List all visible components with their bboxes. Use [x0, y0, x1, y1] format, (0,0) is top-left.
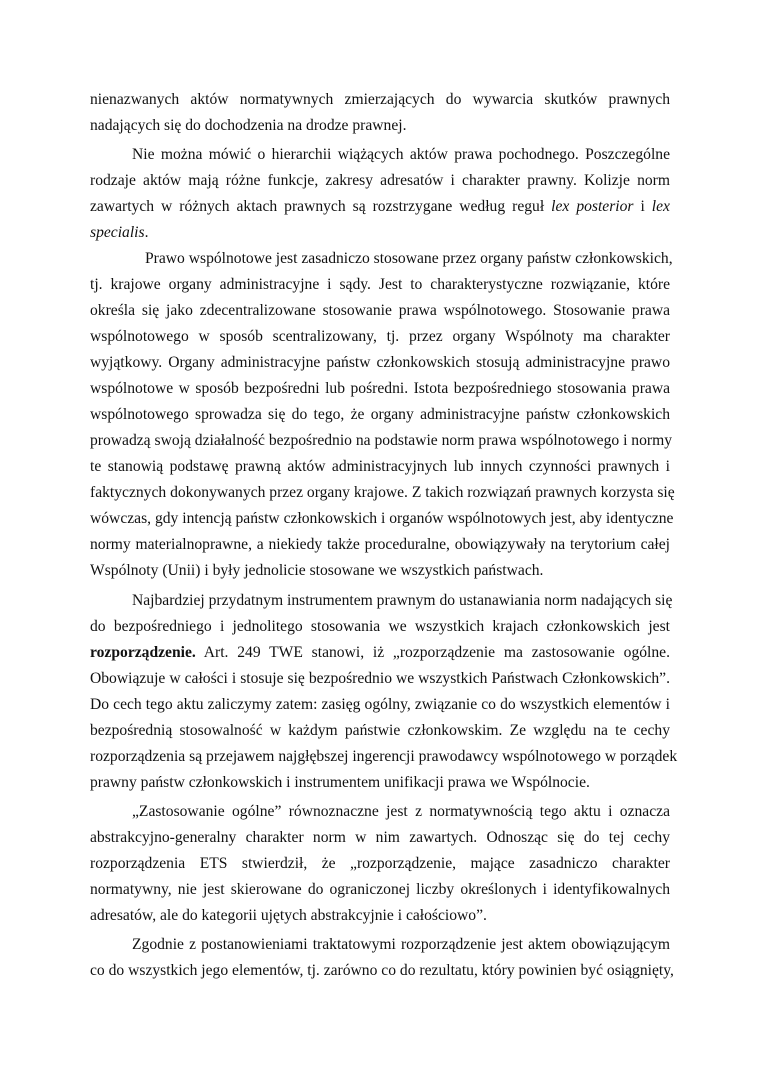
text-line — [145, 250, 673, 268]
text-line — [90, 91, 670, 109]
text-segment: Zgodnie z postanowieniami traktatowymi rozporządzenie jest aktem obowiązującym — [132, 936, 670, 953]
text-line — [90, 224, 670, 242]
text-line — [90, 432, 673, 450]
bold-term: rozporządzenie. — [90, 644, 196, 661]
text-line — [90, 328, 670, 346]
text-segment: faktycznych dokonywanych przez organy krajowe. Z takich rozwiązań prawnych korzysta się — [90, 484, 675, 501]
text-line — [90, 722, 670, 740]
text-line — [90, 907, 670, 925]
text-line — [90, 618, 670, 636]
text-line — [132, 803, 670, 821]
italic-term: lex — [651, 198, 670, 215]
text-line — [90, 276, 670, 294]
text-line — [90, 354, 670, 372]
text-line — [132, 146, 670, 164]
text-segment: wyjątkowy. Organy administracyjne państw członkowskich stosują administracyjne prawo — [90, 354, 670, 371]
text-segment: bezpośrednią stosowalność w każdym państwie członkowskim. Ze względu na te cechy — [90, 722, 670, 739]
text-line — [90, 696, 670, 714]
text-segment: wówczas, gdy intencją państw członkowskich i organów wspólnotowych jest, aby identyczne — [90, 510, 674, 527]
text-segment: rozporządzenia są przejawem najgłębszej ingerencji prawodawcy wspólnotowego w porządek — [90, 748, 678, 765]
text-line — [90, 855, 670, 873]
text-segment: Do cech tego aktu zaliczymy zatem: zasięg ogólny, związanie co do wszystkich elementów i — [90, 696, 670, 713]
text-line — [90, 484, 675, 502]
text-segment: Art. 249 TWE stanowi, iż „rozporządzenie ma zastosowanie ogólne. — [195, 644, 670, 661]
text-line — [132, 592, 673, 610]
text-segment: prowadzą swoją działalność bezpośrednio na podstawie norm prawa wspólnotowego i normy — [90, 432, 673, 449]
text-segment: tj. krajowe organy administracyjne i sądy. Jest to charakterystyczne rozwiązanie, które — [90, 276, 670, 293]
text-segment: i — [633, 198, 652, 215]
text-segment: określa się jako zdecentralizowane stosowanie prawa wspólnotowego. Stosowanie prawa — [90, 302, 670, 319]
text-segment: wspólnotowego w sposób scentralizowany, tj. przez organy Wspólnoty ma charakter — [90, 328, 670, 345]
text-segment: rodzaje aktów mają różne funkcje, zakresy adresatów i charakter prawny. Kolizje norm — [90, 172, 670, 189]
text-segment: adresatów, ale do kategorii ujętych abstrakcyjnie i całościowo”. — [90, 907, 487, 924]
text-segment: te stanowią podstawę prawną aktów administracyjnych lub innych czynności prawnych i — [90, 458, 670, 475]
text-line — [90, 198, 670, 216]
text-segment: nienazwanych aktów normatywnych zmierzających do wywarcia skutków prawnych — [90, 91, 670, 108]
text-segment: wspólnotowe w sposób bezpośredni lub pośredni. Istota bezpośredniego stosowania prawa — [90, 380, 670, 397]
text-segment: nadających się do dochodzenia na drodze prawnej. — [90, 117, 407, 134]
text-segment: Prawo wspólnotowe jest zasadniczo stosowane przez organy państw członkowskich, — [145, 250, 673, 267]
text-segment: normatywny, nie jest skierowane do ograniczonej liczby określonych i identyfikowalnych — [90, 881, 670, 898]
text-line — [90, 829, 670, 847]
text-line — [90, 302, 670, 320]
text-segment: wspólnotowego sprowadza się do tego, że organy administracyjne państw członkowskich — [90, 406, 670, 423]
text-line — [90, 172, 670, 190]
text-line — [90, 644, 670, 662]
text-segment: Wspólnoty (Unii) i były jednolicie stosowane we wszystkich państwach. — [90, 562, 544, 579]
text-segment: „Zastosowanie ogólne” równoznaczne jest z normatywnością tego aktu i oznacza — [132, 803, 670, 820]
text-line — [90, 962, 674, 980]
text-segment: do bezpośredniego i jednolitego stosowania we wszystkich krajach członkowskich jest — [90, 618, 670, 635]
text-line — [90, 748, 678, 766]
text-segment: Obowiązuje w całości i stosuje się bezpośrednio we wszystkich Państwach Członkowskich”. — [90, 670, 670, 687]
text-segment: Najbardziej przydatnym instrumentem prawnym do ustanawiania norm nadających się — [132, 592, 673, 609]
text-line — [90, 536, 670, 554]
text-line — [90, 881, 670, 899]
text-segment: zawartych w różnych aktach prawnych są rozstrzygane według reguł — [90, 198, 552, 215]
text-segment: . — [144, 224, 149, 241]
text-line — [90, 380, 670, 398]
text-segment: prawny państw członkowskich i instrumentem unifikacji prawa we Wspólnocie. — [90, 774, 590, 791]
text-line — [90, 670, 670, 688]
text-line — [90, 406, 670, 424]
text-line — [132, 936, 670, 954]
italic-term: lex posterior — [551, 198, 634, 215]
italic-term: specialis — [90, 224, 145, 241]
text-segment: co do wszystkich jego elementów, tj. zarówno co do rezultatu, który powinien być osiągnięty, — [90, 962, 674, 979]
text-segment: rozporządzenia ETS stwierdził, że „rozporządzenie, mające zasadniczo charakter — [90, 855, 670, 872]
text-line — [90, 117, 670, 135]
text-line — [90, 458, 670, 476]
text-line — [90, 510, 674, 528]
text-line — [90, 774, 670, 792]
text-segment: Nie można mówić o hierarchii wiążących aktów prawa pochodnego. Poszczególne — [132, 146, 670, 163]
text-segment: abstrakcyjno-generalny charakter norm w nim zawartych. Odnosząc się do tej cechy — [90, 829, 670, 846]
text-segment: normy materialnoprawne, a niekiedy także proceduralne, obowiązywały na terytorium całej — [90, 536, 670, 553]
text-line — [90, 562, 670, 580]
